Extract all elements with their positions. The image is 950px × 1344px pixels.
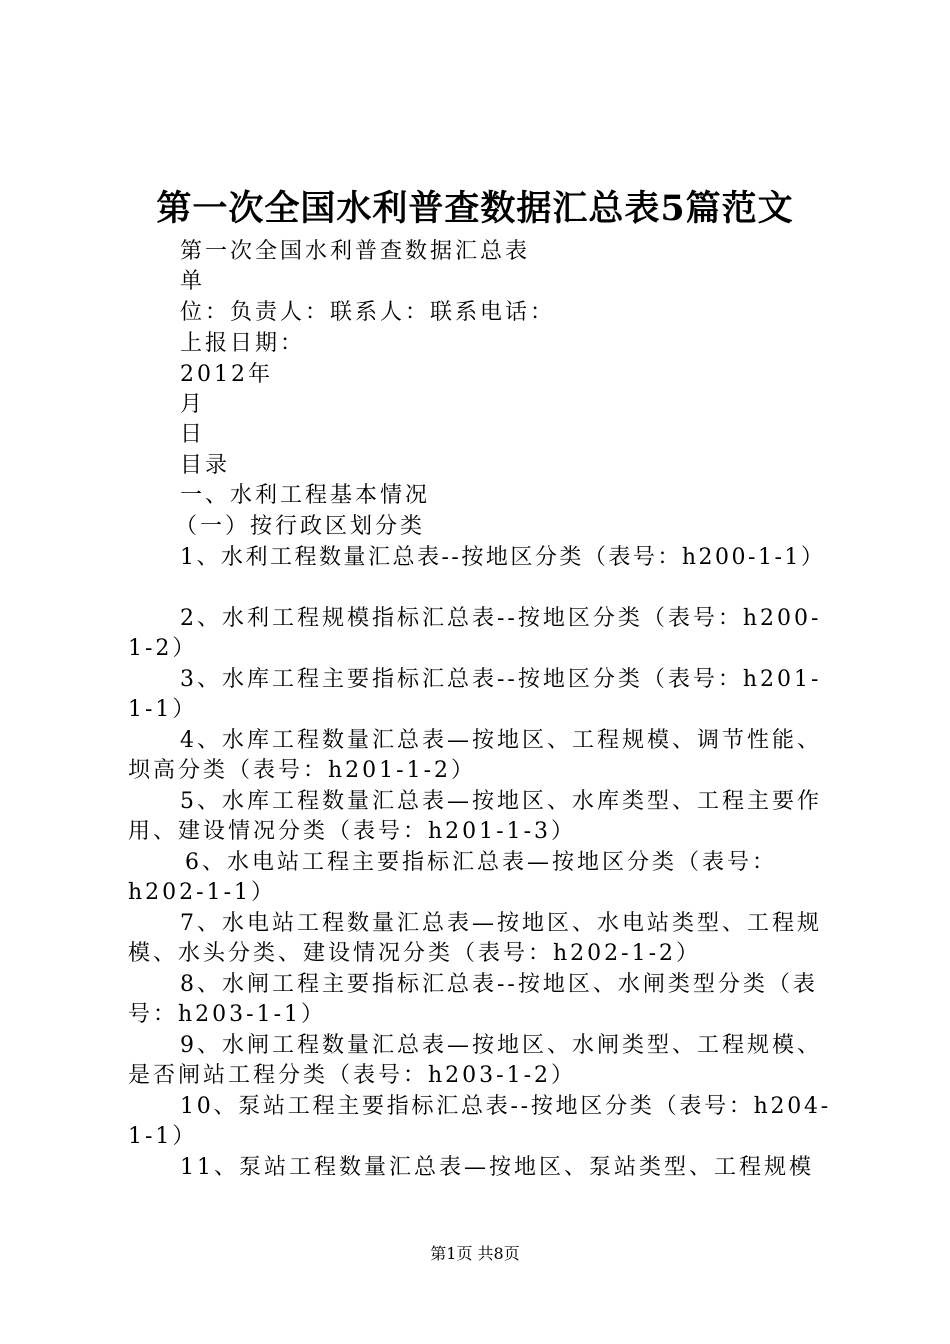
text-line: 位：负责人：联系人：联系电话：	[180, 300, 556, 325]
text-line: （一）按行政区划分类	[175, 514, 426, 539]
text-line: 目录	[180, 453, 231, 478]
text-line: 5、水库工程数量汇总表—按地区、水库类型、工程主要作	[180, 789, 822, 814]
text-line: 9、水闸工程数量汇总表—按地区、水闸类型、工程规模、	[180, 1033, 822, 1058]
text-line: 用、建设情况分类（表号：h201-1-3）	[128, 819, 577, 844]
text-line: 3、水库工程主要指标汇总表--按地区分类（表号：h201-	[180, 667, 822, 692]
text-line: 月	[180, 392, 206, 417]
text-line: 11、泵站工程数量汇总表—按地区、泵站类型、工程规模	[180, 1155, 814, 1180]
text-line: 上报日期：	[180, 331, 306, 356]
text-line: 第一次全国水利普查数据汇总表	[180, 239, 531, 264]
text-line: 1、水利工程数量汇总表--按地区分类（表号：h200-1-1）	[180, 545, 826, 570]
text-line: h202-1-1）	[128, 880, 277, 905]
text-line: 号：h203-1-1）	[128, 1002, 327, 1027]
text-line: 6、水电站工程主要指标汇总表—按地区分类（表号：	[185, 850, 777, 875]
text-line: 1-1）	[128, 697, 198, 722]
text-line: 4、水库工程数量汇总表—按地区、工程规模、调节性能、	[180, 728, 822, 753]
text-line: 坝高分类（表号：h201-1-2）	[128, 758, 477, 783]
document-title: 第一次全国水利普查数据汇总表5篇范文	[156, 188, 794, 229]
text-line: 8、水闸工程主要指标汇总表--按地区、水闸类型分类（表	[180, 972, 818, 997]
text-line: 模、水头分类、建设情况分类（表号：h202-1-2）	[128, 941, 702, 966]
text-line: 是否闸站工程分类（表号：h203-1-2）	[128, 1063, 577, 1088]
text-line: 日	[180, 422, 206, 447]
text-line: 1-1）	[128, 1124, 198, 1149]
text-line: 2、水利工程规模指标汇总表--按地区分类（表号：h200-	[180, 606, 822, 631]
text-line: 10、泵站工程主要指标汇总表--按地区分类（表号：h204-	[180, 1094, 831, 1119]
text-line: 一、水利工程基本情况	[180, 483, 431, 508]
text-line: 1-2）	[128, 636, 198, 661]
page-number-footer: 第1页 共8页	[430, 1244, 520, 1263]
text-line: 7、水电站工程数量汇总表—按地区、水电站类型、工程规	[180, 911, 822, 936]
text-line: 2012年	[180, 362, 273, 387]
text-line: 单	[180, 269, 206, 294]
